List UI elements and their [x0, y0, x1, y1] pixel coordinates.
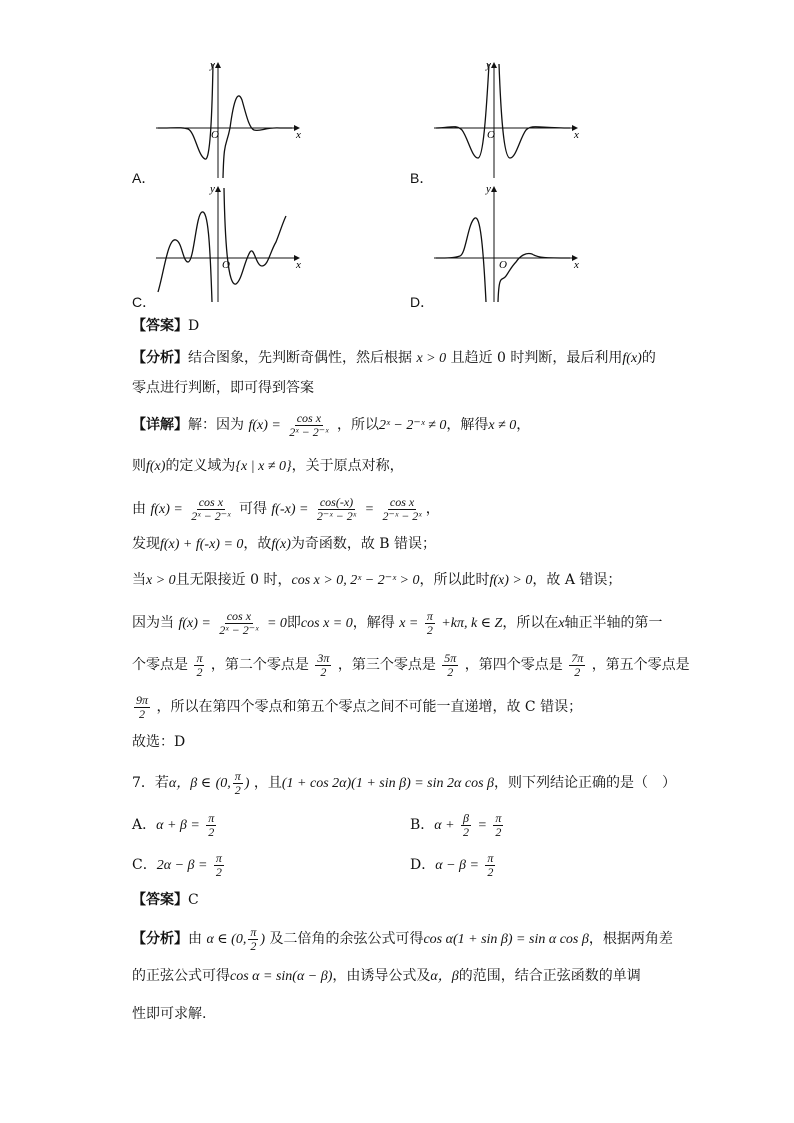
q7-option-a[interactable]: A．α + β = $\frac{\pi}{2}$: [132, 811, 215, 839]
svg-text:x: x: [296, 259, 301, 271]
graph-a: [150, 58, 310, 182]
q6-detail-line6: 因为当 f(x) = $\frac{\text{cos x}}{\text{2ˣ − 2⁻ˣ}}$ = 0即cos x = 0，解得 x = $\frac{\pi}{2}$ +kπ, k ∈ Z，所以在x轴正半轴的第一: [132, 609, 663, 637]
y-axis-arrow-icon: [215, 62, 221, 68]
q7-option-d[interactable]: D．α − β = $\frac{\pi}{2}$: [410, 851, 494, 879]
q7-answer: 【答案】C: [132, 892, 199, 908]
graph-c: [150, 182, 310, 306]
graph-d: [428, 182, 588, 306]
q6-answer: 【答案】D: [132, 318, 200, 334]
q7-analysis-line3: 性即可求解.: [132, 1006, 207, 1022]
q6-analysis-line2: 零点进行判断，即可得到答案: [132, 380, 314, 396]
q6-detail-line5: 当x > 0且无限接近 0 时，cos x > 0, 2ˣ − 2⁻ˣ > 0，所以此时f(x) > 0，故 A 错误；: [132, 572, 622, 588]
graph-label-d: D．: [410, 294, 435, 310]
svg-text:x: x: [574, 129, 579, 141]
axis-y-label: y: [210, 59, 215, 71]
q7-analysis-line1: 【分析】由 α ∈ (0, $\frac{\pi}{2}$ ) 及二倍角的余弦公式可得cos α(1 + sin β) = sin α cos β，根据两角差: [132, 925, 673, 953]
svg-text:y: y: [486, 183, 491, 195]
q6-analysis-line1: 【分析】结合图象，先判断奇偶性，然后根据 x > 0 且趋近 0 时判断，最后利用f(x)的: [132, 350, 656, 366]
q6-detail-line3: 由 f(x) = $\frac{\text{cos x}}{\text{2ˣ − 2⁻ˣ}}$ 可得 f(-x) = $\frac{\cos(-x)}{\text{2⁻ˣ − 2ˣ}}$ = $\frac{\text{cos x}}{\text{2⁻ˣ − 2ˣ}}$ ，: [132, 495, 440, 523]
q6-detail-line1: 【详解】解：因为 f(x) = $\frac{\text{cos x}}{\text{2ˣ − 2⁻ˣ}}$ ，所以2ˣ − 2⁻ˣ ≠ 0，解得x ≠ 0，: [132, 411, 531, 439]
q6-detail-line4: 发现f(x) + f(-x) = 0，故f(x)为奇函数，故 B 错误；: [132, 536, 437, 552]
q6-detail-line8: $\frac{9\pi}{2}$ ，所以在第四个零点和第五个零点之间不可能一直递增，故 C 错误；: [136, 693, 583, 721]
graph-b: [428, 58, 588, 182]
graph-label-c: C．: [132, 294, 157, 310]
q7-option-b[interactable]: B．α + $\frac{\beta}{2}$ = $\frac{\pi}{2}$: [410, 811, 502, 839]
q7-stem: 7．若α，β ∈ (0, $\frac{\pi}{2}$ ) ，且(1 + cos 2α)(1 + sin β) = sin 2α cos β，则下列结论正确的是（ ）: [132, 769, 677, 797]
graph-label-a: A．: [132, 170, 156, 186]
q7-analysis-line2: 的正弦公式可得cos α = sin(α − β)，由诱导公式及α，β的范围，结合正弦函数的单调: [132, 968, 641, 984]
q6-conclusion: 故选：D: [132, 734, 186, 750]
y-axis-arrow-icon: [215, 186, 221, 192]
q6-detail-line2: 则f(x)的定义域为{x | x ≠ 0}，关于原点对称，: [132, 458, 404, 474]
svg-text:O: O: [487, 129, 495, 141]
q6-detail-line7: 个零点是 $\frac{\pi}{2}$ ，第二个零点是 $\frac{3\pi}{2}$ ，第三个零点是 $\frac{5\pi}{2}$ ，第四个零点是 $\frac{7\pi}{2}$ ，第五个零点是: [132, 651, 690, 679]
svg-text:y: y: [210, 183, 215, 195]
svg-text:x: x: [574, 259, 579, 271]
curve: [436, 64, 570, 158]
y-axis-arrow-icon: [491, 62, 497, 68]
y-axis-arrow-icon: [491, 186, 497, 192]
svg-text:O: O: [499, 259, 507, 271]
svg-text:y: y: [486, 59, 491, 71]
axis-x-label: x: [296, 129, 301, 141]
svg-text:O: O: [222, 259, 230, 271]
graph-label-b: B．: [410, 170, 434, 186]
origin-label: O: [211, 129, 219, 141]
q7-option-c[interactable]: C．2α − β = $\frac{\pi}{2}$: [132, 851, 222, 879]
curve: [158, 188, 286, 302]
curve: [158, 64, 292, 178]
